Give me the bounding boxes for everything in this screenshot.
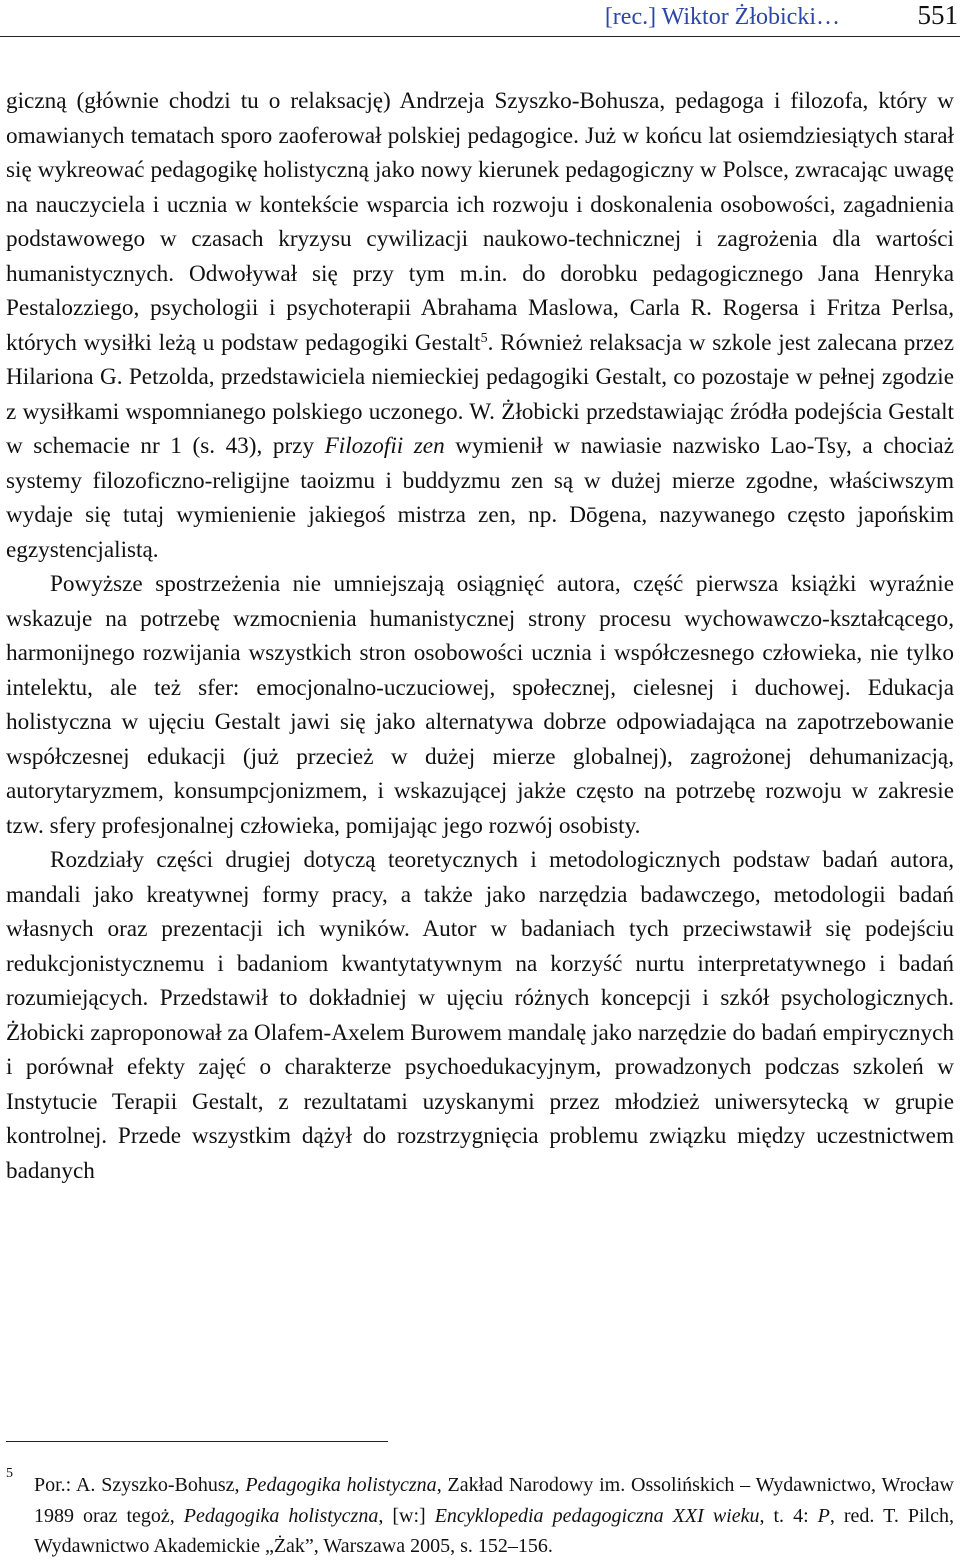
footnote xyxy=(6,1466,954,1562)
page-header xyxy=(0,0,960,37)
footnote-text: Por.: A. Szyszko-Bohusz, Pedagogika holistyczna, Zakład Narodowy im. Ossolińskich – Wydawnictwo, Wrocław 1989 oraz tegoż, Pedagogika holistyczna, [w:] Encyklopedia pedagogiczna XXI wieku, t. 4: P, red. T. Pilch, Wydawnictwo Akademickie „Żak”, Warszawa 2005, s. 152–156. xyxy=(34,1474,954,1557)
footnote-number: 5 xyxy=(6,1466,13,1481)
paragraph-2: Powyższe spostrzeżenia nie umniejszają osiągnięć autora, część pierwsza książki wyraźnie wskazuje na potrzebę wzmocnienia humanistycznej strony procesu wychowawczo-kształcącego, harmonijnego rozwijania wszystkich stron osobowości ucznia i współczesnego człowieka, nie tylko intelektu, ale też sfer: emocjonalno-uczuciowej, społecznej, cielesnej i duchowej. Edukacja holistyczna w ujęciu Gestalt jawi się jako alternatywa dobrze odpowiadająca na zapotrzebowanie współczesnej edukacji (już przecież w dużej mierze globalnej), zagrożonej dehumanizacją, autorytaryzmem, konsumpcjonizmem, i wskazującej jakże często na potrzebę rozwoju w zakresie tzw. sfery profesjonalnej człowieka, pomijając jego rozwój osobisty. xyxy=(6,571,954,839)
footnote-reference: 5 xyxy=(480,330,488,346)
italic-term: Filozofii zen xyxy=(324,433,445,459)
page-number: 551 xyxy=(917,0,958,30)
paragraph-1: giczną (głównie chodzi tu o relaksację) Andrzeja Szyszko-Bohusza, pedagoga i filozofa, który w omawianych tematach sporo zaoferował polskiej pedagogice. Już w końcu lat osiemdziesiątych starał się wykreować pedagogikę holistyczną jako nowy kierunek pedagogiczny w Polsce, zwracając uwagę na nauczyciela i ucznia w kontekście wsparcia ich rozwoju i doskonalenia osobowości, zagadnienia podstawowego w czasach kryzysu cywilizacji naukowo-technicznej i zagrożenia dla wartości humanistycznych. Odwoływał się przy tym m.in. do dorobku pedagogicznego Jana Henryka Pestalozziego, psychologii i psychoterapii Abrahama Maslowa, Carla R. Rogersa i Fritza Perlsa, których wysiłki leżą u podstaw pedagogiki Gestalt$^5$. Również relaksacja w szkole jest zalecana przez Hilariona G. Petzolda, przedstawiciela niemieckiej pedagogiki Gestalt, co pozostaje w pełnej zgodzie z wysiłkami wspomnianego polskiego uczonego. W. Żłobicki przedstawiając źródła podejścia Gestalt w schemacie nr 1 (s. 43), przy Filozofii zen wymienił w nawiasie nazwisko Lao-Tsy, a chociaż systemy filozoficzno-religijne taoizmu i buddyzmu zen są w dużej mierze zgodne, właściwszym wydaje się tutaj wymienienie jakiegoś mistrza zen, np. Dōgena, nazywanego często japońskim egzystencjalistą. xyxy=(6,88,954,563)
paragraph-3: Rozdziały części drugiej dotyczą teoretycznych i metodologicznych podstaw badań autora, mandali jako kreatywnej formy pracy, a także jako narzędzia badawczego, metodologii badań własnych oraz prezentacji ich wyników. Autor w badaniach tych przeciwstawił się podejściu redukcjonistycznemu i badaniom kwantytatywnym na korzyść nurtu interpretatywnego i badań rozumiejących. Przedstawił to dokładniej w ujęciu różnych koncepcji i szkół psychologicznych. Żłobicki zaproponował za Olafem-Axelem Burowem mandalę jako narzędzie do badań empirycznych i porównał efekty zajęć o charakterze psychoedukacyjnym, prowadzonych podczas szkoleń w Instytucie Terapii Gestalt, z rezultatami uzyskanymi przez młodzież uniwersytecką w grupie kontrolnej. Przede wszystkim dążył do rozstrzygnięcia problemu związku między uczestnictwem badanych xyxy=(6,847,954,1184)
running-head: [rec.] Wiktor Żłobicki… xyxy=(604,4,840,30)
footnote-separator xyxy=(6,1441,388,1442)
body-text xyxy=(6,84,954,1188)
